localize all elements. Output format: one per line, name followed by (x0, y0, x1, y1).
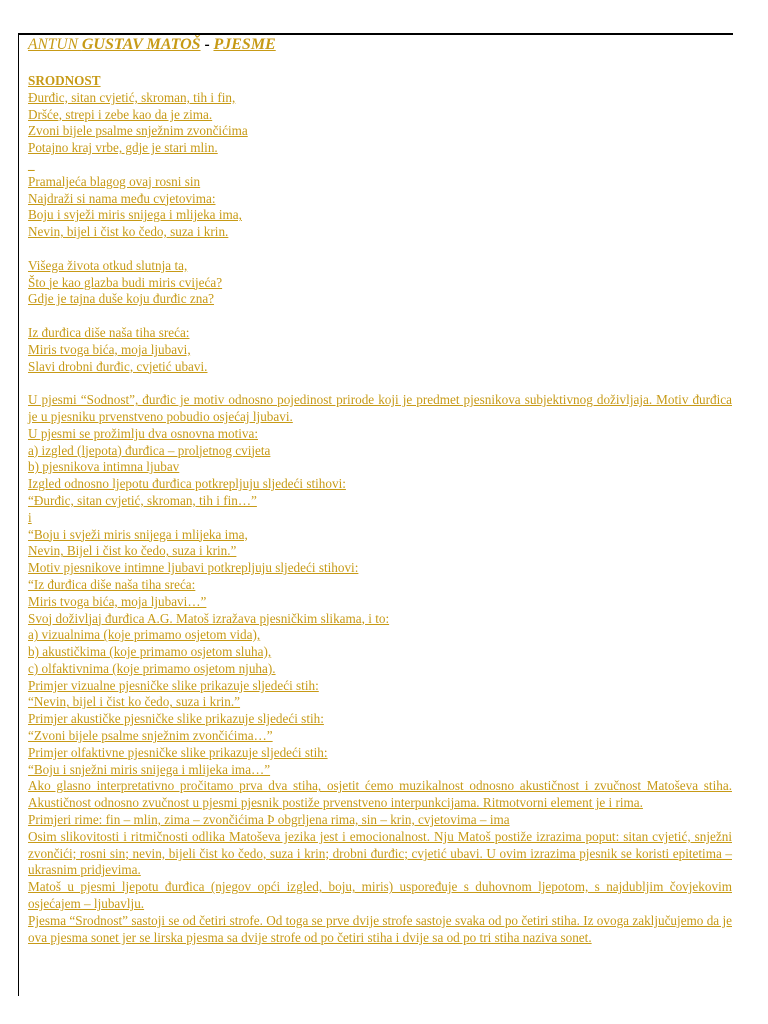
analysis-paragraph[interactable]: Osim slikovitosti i ritmičnosti odlika Matoševa jezika jest i emocionalnost. Nju Matoš postiže izrazima poput: sitan cvjetić, snježni zvončići; rosni sin; nevin, bijeli čist ko čedo, suza i krin; drobni đurđic; cvjetić ubavi. U ovim izrazima pjesnik se koristi epitetima – ukrasnim pridjevima. (28, 828, 732, 878)
analysis-line[interactable]: c) olfaktivnima (koje primamo osjetom njuha). (28, 660, 276, 676)
stanza-marker[interactable]: _ (28, 156, 35, 172)
analysis-line[interactable]: “Boju i svježi miris snijega i mlijeka ima, (28, 526, 248, 542)
left-rule (18, 33, 19, 996)
poem-line[interactable]: Gdje je tajna duše koju đurđic zna? (28, 291, 215, 307)
poem-line[interactable]: Đurđic, sitan cvjetić, skroman, tih i fin, (28, 89, 236, 105)
analysis-line[interactable]: Primjer akustičke pjesničke slike prikazuje sljedeći stih: (28, 711, 324, 727)
poem-line[interactable]: Pramaljeća blagog ovaj rosni sin (28, 173, 201, 189)
analysis-paragraph[interactable]: Matoš u pjesmi ljepotu đurđica (njegov opći izgled, boju, miris) uspoređuje s duhovnom ljepotom, s najdubljim čovjekovim osjećajem – ljubavlju. (28, 879, 732, 912)
analysis-line[interactable]: b) pjesnikova intimna ljubav (28, 459, 180, 475)
analysis-line[interactable]: Nevin, Bijel i čist ko čedo, suza i krin.” (28, 543, 237, 559)
poem-title[interactable]: SRODNOST (28, 73, 101, 88)
section-link[interactable]: PJESME (213, 36, 276, 53)
analysis-line[interactable]: Miris tvoga bića, moja ljubavi…” (28, 593, 207, 609)
author-first-name[interactable]: ANTUN (28, 36, 78, 53)
poem-line[interactable]: Višega života otkud slutnja ta, (28, 257, 188, 273)
author-last-name[interactable]: GUSTAV MATOŠ (81, 36, 201, 53)
poem-line[interactable]: Dršće, strepi i zebe kao da je zima. (28, 106, 213, 122)
analysis-line[interactable]: b) akustičkima (koje primamo osjetom sluha), (28, 644, 272, 660)
analysis-line[interactable]: “Zvoni bijele psalme snježnim zvončićima…” (28, 728, 273, 744)
poem-stanza-2 (28, 174, 732, 241)
poem-line[interactable]: Najdraži si nama među cvjetovima: (28, 190, 216, 206)
poem-line[interactable]: Zvoni bijele psalme snježnim zvončićima (28, 123, 248, 139)
analysis-paragraph[interactable]: Pjesma “Srodnost” sastoji se od četiri strofe. Od toga se prve dvije strofe sastoje svaka od po četiri stiha. Iz ovoga zaključujemo da je ova pjesma sonet jer se lirska pjesma sa dvije strofe od po četiri stiha i dvije sa od po tri stiha naziva sonet. (28, 912, 732, 945)
poem-line[interactable]: Boju i svježi miris snijega i mlijeka ima, (28, 207, 242, 223)
analysis-line[interactable]: Izgled odnosno ljepotu đurđica potkrepljuju sljedeći stihovi: (28, 476, 346, 492)
page-title (28, 36, 732, 54)
poem-stanza-4 (28, 325, 732, 375)
top-rule (18, 33, 733, 35)
analysis-line[interactable]: a) vizualnima (koje primamo osjetom vida), (28, 627, 261, 643)
poem-stanza-1 (28, 90, 732, 157)
poem-line[interactable]: Iz đurđica diše naša tiha sreća: (28, 324, 190, 340)
analysis-paragraph[interactable]: Ako glasno interpretativno pročitamo prva dva stiha, osjetit ćemo muzikalnost odnosno akustičnost i zvučnost Matoševa stiha. Akustičnost odnosno zvučnost u pjesmi pjesnik postiže prvenstveno interpunkcijama. Ritmotvorni element je i rima. (28, 778, 732, 811)
analysis-line[interactable]: Primjer vizualne pjesničke slike prikazuje sljedeći stih: (28, 677, 319, 693)
poem-stanza-3 (28, 258, 732, 308)
document-body (28, 36, 732, 946)
poem-line[interactable]: Što je kao glazba budi miris cvijeća? (28, 274, 223, 290)
poem-line[interactable]: Slavi drobni đurđic, cvjetić ubavi. (28, 358, 208, 374)
poem-line[interactable]: Potajno kraj vrbe, gdje je stari mlin. (28, 140, 218, 156)
poem-line[interactable]: Nevin, bijel i čist ko čedo, suza i krin. (28, 224, 229, 240)
analysis-line[interactable]: Svoj doživljaj đurđica A.G. Matoš izražava pjesničkim slikama, i to: (28, 610, 390, 626)
analysis (28, 392, 732, 946)
rhyme-examples[interactable]: Primjeri rime: fin – mlin, zima – zvončićima Þ obgrljena rima, sin – krin, cvjetovima – ima (28, 812, 510, 828)
analysis-paragraph[interactable]: U pjesmi “Sodnost”, đurđic je motiv odnosno pojedinost prirode koji je predmet pjesnikova subjektivnog doživljaja. Motiv đurđica je u pjesniku prvenstveno pobudio osjećaj ljubavi. (28, 392, 732, 424)
analysis-line[interactable]: a) izgled (ljepota) đurđica – proljetnog cvijeta (28, 442, 271, 458)
analysis-line[interactable]: Motiv pjesnikove intimne ljubavi potkrepljuju sljedeći stihovi: (28, 560, 359, 576)
analysis-line[interactable]: Primjer olfaktivne pjesničke slike prikazuje sljedeći stih: (28, 744, 328, 760)
analysis-line[interactable]: “Nevin, bijel i čist ko čedo, suza i krin.” (28, 694, 241, 710)
poem-line[interactable]: Miris tvoga bića, moja ljubavi, (28, 341, 191, 357)
analysis-line[interactable]: “Đurđic, sitan cvjetić, skroman, tih i fin…” (28, 492, 257, 508)
analysis-line[interactable]: U pjesmi se prožimlju dva osnovna motiva: (28, 425, 259, 441)
title-separator: - (204, 36, 210, 53)
analysis-line[interactable]: “Boju i snježni miris snijega i mlijeka ima…” (28, 761, 271, 777)
poem (28, 73, 732, 392)
analysis-line[interactable]: “Iz đurđica diše naša tiha sreća: (28, 576, 196, 592)
analysis-line[interactable]: i (28, 509, 32, 525)
